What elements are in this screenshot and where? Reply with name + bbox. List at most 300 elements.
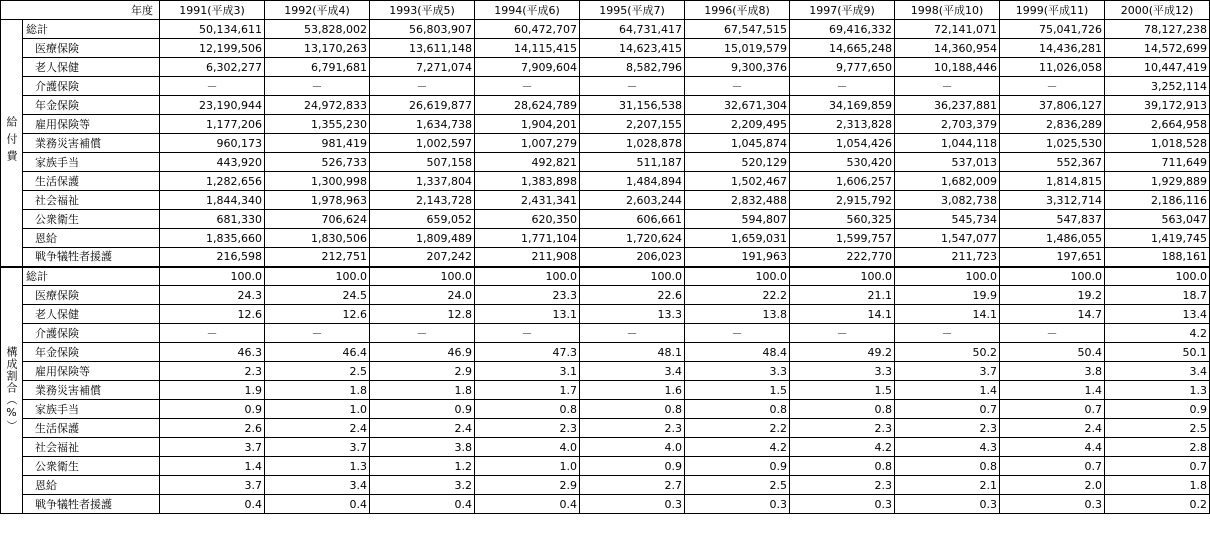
- value-cell: 24.0: [370, 286, 475, 305]
- value-cell: 14,360,954: [895, 39, 1000, 58]
- value-cell: 8,582,796: [580, 58, 685, 77]
- value-cell: 507,158: [370, 153, 475, 172]
- year-header: 1991(平成3): [160, 1, 265, 20]
- value-cell: 2.0: [1000, 476, 1105, 495]
- value-cell: 1,809,489: [370, 229, 475, 248]
- value-cell: 100.0: [160, 267, 265, 286]
- value-cell: 24.3: [160, 286, 265, 305]
- value-cell: 4.3: [895, 438, 1000, 457]
- value-cell: 4.2: [685, 438, 790, 457]
- value-cell: 46.3: [160, 343, 265, 362]
- value-cell: 1,502,467: [685, 172, 790, 191]
- value-cell: 1,978,963: [265, 191, 370, 210]
- table-row: [1, 58, 1210, 77]
- table-row: [1, 438, 1210, 457]
- value-cell: 3.2: [370, 476, 475, 495]
- value-cell: 207,242: [370, 248, 475, 267]
- section-group-label: [1, 20, 23, 267]
- value-cell: 216,598: [160, 248, 265, 267]
- value-cell: 443,920: [160, 153, 265, 172]
- value-cell: 50.1: [1105, 343, 1210, 362]
- value-cell: 2,664,958: [1105, 115, 1210, 134]
- value-cell: 1.4: [895, 381, 1000, 400]
- value-cell: 0.9: [370, 400, 475, 419]
- value-cell: 1,002,597: [370, 134, 475, 153]
- value-cell: 1.9: [160, 381, 265, 400]
- value-cell: 2.9: [370, 362, 475, 381]
- table-row: [1, 134, 1210, 153]
- value-cell: 10,447,419: [1105, 58, 1210, 77]
- value-cell: 1,599,757: [790, 229, 895, 248]
- value-cell: 711,649: [1105, 153, 1210, 172]
- value-cell: 1,547,077: [895, 229, 1000, 248]
- value-cell: 21.1: [790, 286, 895, 305]
- value-cell: 0.4: [160, 495, 265, 514]
- value-cell: 19.9: [895, 286, 1000, 305]
- year-header: 1999(平成11): [1000, 1, 1105, 20]
- value-cell: －: [475, 324, 580, 343]
- value-cell: 100.0: [1105, 267, 1210, 286]
- value-cell: 1,419,745: [1105, 229, 1210, 248]
- value-cell: 14.7: [1000, 305, 1105, 324]
- value-cell: 9,300,376: [685, 58, 790, 77]
- value-cell: －: [580, 324, 685, 343]
- value-cell: 1,355,230: [265, 115, 370, 134]
- table-row: [1, 172, 1210, 191]
- value-cell: 1,830,506: [265, 229, 370, 248]
- value-cell: 47.3: [475, 343, 580, 362]
- value-cell: －: [160, 324, 265, 343]
- value-cell: 50,134,611: [160, 20, 265, 39]
- value-cell: 0.3: [580, 495, 685, 514]
- row-label: 老人保健: [23, 305, 160, 324]
- value-cell: 0.7: [1000, 457, 1105, 476]
- value-cell: 31,156,538: [580, 96, 685, 115]
- value-cell: 13,170,263: [265, 39, 370, 58]
- value-cell: 75,041,726: [1000, 20, 1105, 39]
- value-cell: 3.7: [895, 362, 1000, 381]
- value-cell: 6,791,681: [265, 58, 370, 77]
- value-cell: 1.8: [370, 381, 475, 400]
- value-cell: 2.5: [1105, 419, 1210, 438]
- row-label: 業務災害補償: [23, 381, 160, 400]
- value-cell: 26,619,877: [370, 96, 475, 115]
- value-cell: 1,484,894: [580, 172, 685, 191]
- value-cell: 4.0: [580, 438, 685, 457]
- value-cell: 1,045,874: [685, 134, 790, 153]
- table-row: [1, 191, 1210, 210]
- value-cell: 50.2: [895, 343, 1000, 362]
- value-cell: 1,814,815: [1000, 172, 1105, 191]
- year-header: 1996(平成8): [685, 1, 790, 20]
- value-cell: 0.9: [1105, 400, 1210, 419]
- value-cell: 10,188,446: [895, 58, 1000, 77]
- value-cell: 1.4: [1000, 381, 1105, 400]
- table-row: [1, 20, 1210, 39]
- value-cell: 1.0: [475, 457, 580, 476]
- value-cell: 1,044,118: [895, 134, 1000, 153]
- value-cell: 4.4: [1000, 438, 1105, 457]
- value-cell: 100.0: [475, 267, 580, 286]
- value-cell: 0.3: [895, 495, 1000, 514]
- value-cell: 100.0: [895, 267, 1000, 286]
- row-label: 老人保健: [23, 58, 160, 77]
- value-cell: 1,383,898: [475, 172, 580, 191]
- value-cell: 526,733: [265, 153, 370, 172]
- value-cell: 1,929,889: [1105, 172, 1210, 191]
- row-label: 年金保険: [23, 96, 160, 115]
- value-cell: 72,141,071: [895, 20, 1000, 39]
- table-row: [1, 96, 1210, 115]
- table-row: [1, 248, 1210, 267]
- value-cell: 0.9: [580, 457, 685, 476]
- value-cell: 100.0: [370, 267, 475, 286]
- value-cell: －: [1000, 77, 1105, 96]
- value-cell: 1.5: [685, 381, 790, 400]
- year-header: 1993(平成5): [370, 1, 475, 20]
- value-cell: 46.4: [265, 343, 370, 362]
- value-cell: 15,019,579: [685, 39, 790, 58]
- value-cell: 100.0: [790, 267, 895, 286]
- value-cell: 0.8: [685, 400, 790, 419]
- value-cell: 64,731,417: [580, 20, 685, 39]
- value-cell: 2.3: [160, 362, 265, 381]
- row-label: 戦争犠牲者援護: [23, 495, 160, 514]
- value-cell: 12.6: [265, 305, 370, 324]
- value-cell: 23.3: [475, 286, 580, 305]
- value-cell: 0.8: [475, 400, 580, 419]
- value-cell: 2,915,792: [790, 191, 895, 210]
- value-cell: 78,127,238: [1105, 20, 1210, 39]
- value-cell: －: [895, 324, 1000, 343]
- row-label: 家族手当: [23, 153, 160, 172]
- value-cell: 530,420: [790, 153, 895, 172]
- value-cell: 1,720,624: [580, 229, 685, 248]
- row-label: 雇用保険等: [23, 362, 160, 381]
- value-cell: 69,416,332: [790, 20, 895, 39]
- row-label: 年金保険: [23, 343, 160, 362]
- value-cell: 2.5: [685, 476, 790, 495]
- row-label: 医療保険: [23, 286, 160, 305]
- value-cell: 12,199,506: [160, 39, 265, 58]
- value-cell: 2.3: [790, 476, 895, 495]
- value-cell: 22.2: [685, 286, 790, 305]
- year-header: 1998(平成10): [895, 1, 1000, 20]
- value-cell: 1,835,660: [160, 229, 265, 248]
- value-cell: 1,634,738: [370, 115, 475, 134]
- value-cell: 2.3: [580, 419, 685, 438]
- value-cell: 48.4: [685, 343, 790, 362]
- row-label: 生活保護: [23, 172, 160, 191]
- value-cell: 56,803,907: [370, 20, 475, 39]
- value-cell: 0.7: [895, 400, 1000, 419]
- value-cell: －: [685, 77, 790, 96]
- value-cell: 552,367: [1000, 153, 1105, 172]
- value-cell: 0.4: [370, 495, 475, 514]
- value-cell: 0.8: [895, 457, 1000, 476]
- value-cell: 3.4: [265, 476, 370, 495]
- table-row: [1, 210, 1210, 229]
- value-cell: 1.7: [475, 381, 580, 400]
- value-cell: 13.3: [580, 305, 685, 324]
- value-cell: －: [370, 324, 475, 343]
- value-cell: 2,703,379: [895, 115, 1000, 134]
- value-cell: 2.9: [475, 476, 580, 495]
- row-label: 総計: [23, 267, 160, 286]
- value-cell: 981,419: [265, 134, 370, 153]
- value-cell: 681,330: [160, 210, 265, 229]
- table-row: [1, 495, 1210, 514]
- row-label: 介護保険: [23, 77, 160, 96]
- value-cell: 13,611,148: [370, 39, 475, 58]
- table-row: [1, 153, 1210, 172]
- value-cell: 191,963: [685, 248, 790, 267]
- value-cell: 14,665,248: [790, 39, 895, 58]
- value-cell: 18.7: [1105, 286, 1210, 305]
- value-cell: 3.1: [475, 362, 580, 381]
- value-cell: 222,770: [790, 248, 895, 267]
- value-cell: 1.6: [580, 381, 685, 400]
- value-cell: 211,723: [895, 248, 1000, 267]
- value-cell: 2.5: [265, 362, 370, 381]
- value-cell: 1,028,878: [580, 134, 685, 153]
- row-label: 雇用保険等: [23, 115, 160, 134]
- value-cell: 37,806,127: [1000, 96, 1105, 115]
- value-cell: 3,312,714: [1000, 191, 1105, 210]
- value-cell: 2.4: [370, 419, 475, 438]
- value-cell: 100.0: [265, 267, 370, 286]
- value-cell: 67,547,515: [685, 20, 790, 39]
- value-cell: －: [790, 77, 895, 96]
- row-label: 業務災害補償: [23, 134, 160, 153]
- value-cell: 3.8: [370, 438, 475, 457]
- value-cell: 1.8: [1105, 476, 1210, 495]
- value-cell: 1,844,340: [160, 191, 265, 210]
- value-cell: 14,623,415: [580, 39, 685, 58]
- row-label: 公衆衛生: [23, 457, 160, 476]
- value-cell: 1,486,055: [1000, 229, 1105, 248]
- value-cell: 48.1: [580, 343, 685, 362]
- value-cell: 23,190,944: [160, 96, 265, 115]
- value-cell: 3.7: [265, 438, 370, 457]
- table-row: [1, 267, 1210, 286]
- value-cell: 2.7: [580, 476, 685, 495]
- header-row: [1, 1, 1210, 20]
- table-row: [1, 381, 1210, 400]
- value-cell: 2,209,495: [685, 115, 790, 134]
- value-cell: 0.3: [1000, 495, 1105, 514]
- value-cell: 4.2: [790, 438, 895, 457]
- year-header: 1994(平成6): [475, 1, 580, 20]
- value-cell: 520,129: [685, 153, 790, 172]
- value-cell: 1,282,656: [160, 172, 265, 191]
- value-cell: 594,807: [685, 210, 790, 229]
- value-cell: 206,023: [580, 248, 685, 267]
- value-cell: 7,271,074: [370, 58, 475, 77]
- value-cell: 0.9: [685, 457, 790, 476]
- value-cell: 0.8: [790, 400, 895, 419]
- value-cell: 1.0: [265, 400, 370, 419]
- value-cell: 14,436,281: [1000, 39, 1105, 58]
- value-cell: 2.1: [895, 476, 1000, 495]
- value-cell: 1,018,528: [1105, 134, 1210, 153]
- table-row: [1, 419, 1210, 438]
- value-cell: 7,909,604: [475, 58, 580, 77]
- value-cell: 24.5: [265, 286, 370, 305]
- value-cell: 560,325: [790, 210, 895, 229]
- value-cell: 0.4: [475, 495, 580, 514]
- row-label: 生活保護: [23, 419, 160, 438]
- year-header: 2000(平成12): [1105, 1, 1210, 20]
- value-cell: －: [265, 324, 370, 343]
- value-cell: 39,172,913: [1105, 96, 1210, 115]
- value-cell: 12.8: [370, 305, 475, 324]
- value-cell: 1.5: [790, 381, 895, 400]
- table-row: [1, 343, 1210, 362]
- value-cell: 100.0: [685, 267, 790, 286]
- value-cell: 2,186,116: [1105, 191, 1210, 210]
- value-cell: 3,252,114: [1105, 77, 1210, 96]
- row-label: 恩給: [23, 229, 160, 248]
- value-cell: 211,908: [475, 248, 580, 267]
- value-cell: －: [580, 77, 685, 96]
- value-cell: 188,161: [1105, 248, 1210, 267]
- value-cell: 14.1: [895, 305, 1000, 324]
- value-cell: 0.3: [790, 495, 895, 514]
- value-cell: 32,671,304: [685, 96, 790, 115]
- value-cell: 100.0: [1000, 267, 1105, 286]
- value-cell: 11,026,058: [1000, 58, 1105, 77]
- value-cell: 100.0: [580, 267, 685, 286]
- value-cell: 706,624: [265, 210, 370, 229]
- value-cell: 1,300,998: [265, 172, 370, 191]
- value-cell: 659,052: [370, 210, 475, 229]
- value-cell: －: [685, 324, 790, 343]
- value-cell: 492,821: [475, 153, 580, 172]
- value-cell: 3.4: [1105, 362, 1210, 381]
- value-cell: 197,651: [1000, 248, 1105, 267]
- value-cell: 563,047: [1105, 210, 1210, 229]
- value-cell: 13.4: [1105, 305, 1210, 324]
- value-cell: －: [790, 324, 895, 343]
- value-cell: 1,659,031: [685, 229, 790, 248]
- table-row: [1, 115, 1210, 134]
- value-cell: －: [895, 77, 1000, 96]
- value-cell: 2.2: [685, 419, 790, 438]
- row-label: 総計: [23, 20, 160, 39]
- value-cell: 19.2: [1000, 286, 1105, 305]
- value-cell: 1.3: [1105, 381, 1210, 400]
- value-cell: －: [160, 77, 265, 96]
- value-cell: 212,751: [265, 248, 370, 267]
- row-label: 恩給: [23, 476, 160, 495]
- value-cell: 24,972,833: [265, 96, 370, 115]
- value-cell: 14.1: [790, 305, 895, 324]
- value-cell: 2,603,244: [580, 191, 685, 210]
- value-cell: 1,054,426: [790, 134, 895, 153]
- value-cell: 1,177,206: [160, 115, 265, 134]
- value-cell: 3.8: [1000, 362, 1105, 381]
- section-group-label: [1, 267, 23, 514]
- value-cell: 60,472,707: [475, 20, 580, 39]
- value-cell: 1.8: [265, 381, 370, 400]
- value-cell: －: [475, 77, 580, 96]
- table-row: [1, 305, 1210, 324]
- value-cell: 2,836,289: [1000, 115, 1105, 134]
- value-cell: 511,187: [580, 153, 685, 172]
- value-cell: 0.3: [685, 495, 790, 514]
- value-cell: 3.7: [160, 438, 265, 457]
- row-label: 医療保険: [23, 39, 160, 58]
- value-cell: 22.6: [580, 286, 685, 305]
- value-cell: 3.4: [580, 362, 685, 381]
- value-cell: 537,013: [895, 153, 1000, 172]
- value-cell: 13.1: [475, 305, 580, 324]
- row-label: 公衆衛生: [23, 210, 160, 229]
- value-cell: 0.2: [1105, 495, 1210, 514]
- section-group-text: 給付費: [5, 116, 18, 168]
- value-cell: 49.2: [790, 343, 895, 362]
- value-cell: 2.4: [1000, 419, 1105, 438]
- row-label: 社会福祉: [23, 191, 160, 210]
- year-header: 1997(平成9): [790, 1, 895, 20]
- value-cell: 3,082,738: [895, 191, 1000, 210]
- value-cell: 6,302,277: [160, 58, 265, 77]
- value-cell: 2,207,155: [580, 115, 685, 134]
- row-label: 介護保険: [23, 324, 160, 343]
- value-cell: 36,237,881: [895, 96, 1000, 115]
- value-cell: 14,115,415: [475, 39, 580, 58]
- table-row: [1, 77, 1210, 96]
- value-cell: 0.9: [160, 400, 265, 419]
- value-cell: 1,606,257: [790, 172, 895, 191]
- value-cell: 3.3: [790, 362, 895, 381]
- value-cell: 4.0: [475, 438, 580, 457]
- value-cell: 13.8: [685, 305, 790, 324]
- value-cell: 1.2: [370, 457, 475, 476]
- value-cell: 1.4: [160, 457, 265, 476]
- table-row: [1, 476, 1210, 495]
- value-cell: 2.4: [265, 419, 370, 438]
- value-cell: 2,431,341: [475, 191, 580, 210]
- row-label: 家族手当: [23, 400, 160, 419]
- table-row: [1, 229, 1210, 248]
- fiscal-year-corner-label: 年度: [1, 1, 160, 20]
- value-cell: 1,682,009: [895, 172, 1000, 191]
- value-cell: 28,624,789: [475, 96, 580, 115]
- value-cell: 53,828,002: [265, 20, 370, 39]
- value-cell: 50.4: [1000, 343, 1105, 362]
- table-row: [1, 39, 1210, 58]
- value-cell: 2.3: [475, 419, 580, 438]
- value-cell: 2.8: [1105, 438, 1210, 457]
- value-cell: 1.3: [265, 457, 370, 476]
- table-row: [1, 400, 1210, 419]
- value-cell: 0.7: [1000, 400, 1105, 419]
- value-cell: 0.7: [1105, 457, 1210, 476]
- table-row: [1, 457, 1210, 476]
- value-cell: 1,025,530: [1000, 134, 1105, 153]
- value-cell: 547,837: [1000, 210, 1105, 229]
- value-cell: 606,661: [580, 210, 685, 229]
- value-cell: 620,350: [475, 210, 580, 229]
- table-row: [1, 286, 1210, 305]
- value-cell: 34,169,859: [790, 96, 895, 115]
- value-cell: 0.8: [790, 457, 895, 476]
- value-cell: 14,572,699: [1105, 39, 1210, 58]
- value-cell: 3.7: [160, 476, 265, 495]
- value-cell: 3.3: [685, 362, 790, 381]
